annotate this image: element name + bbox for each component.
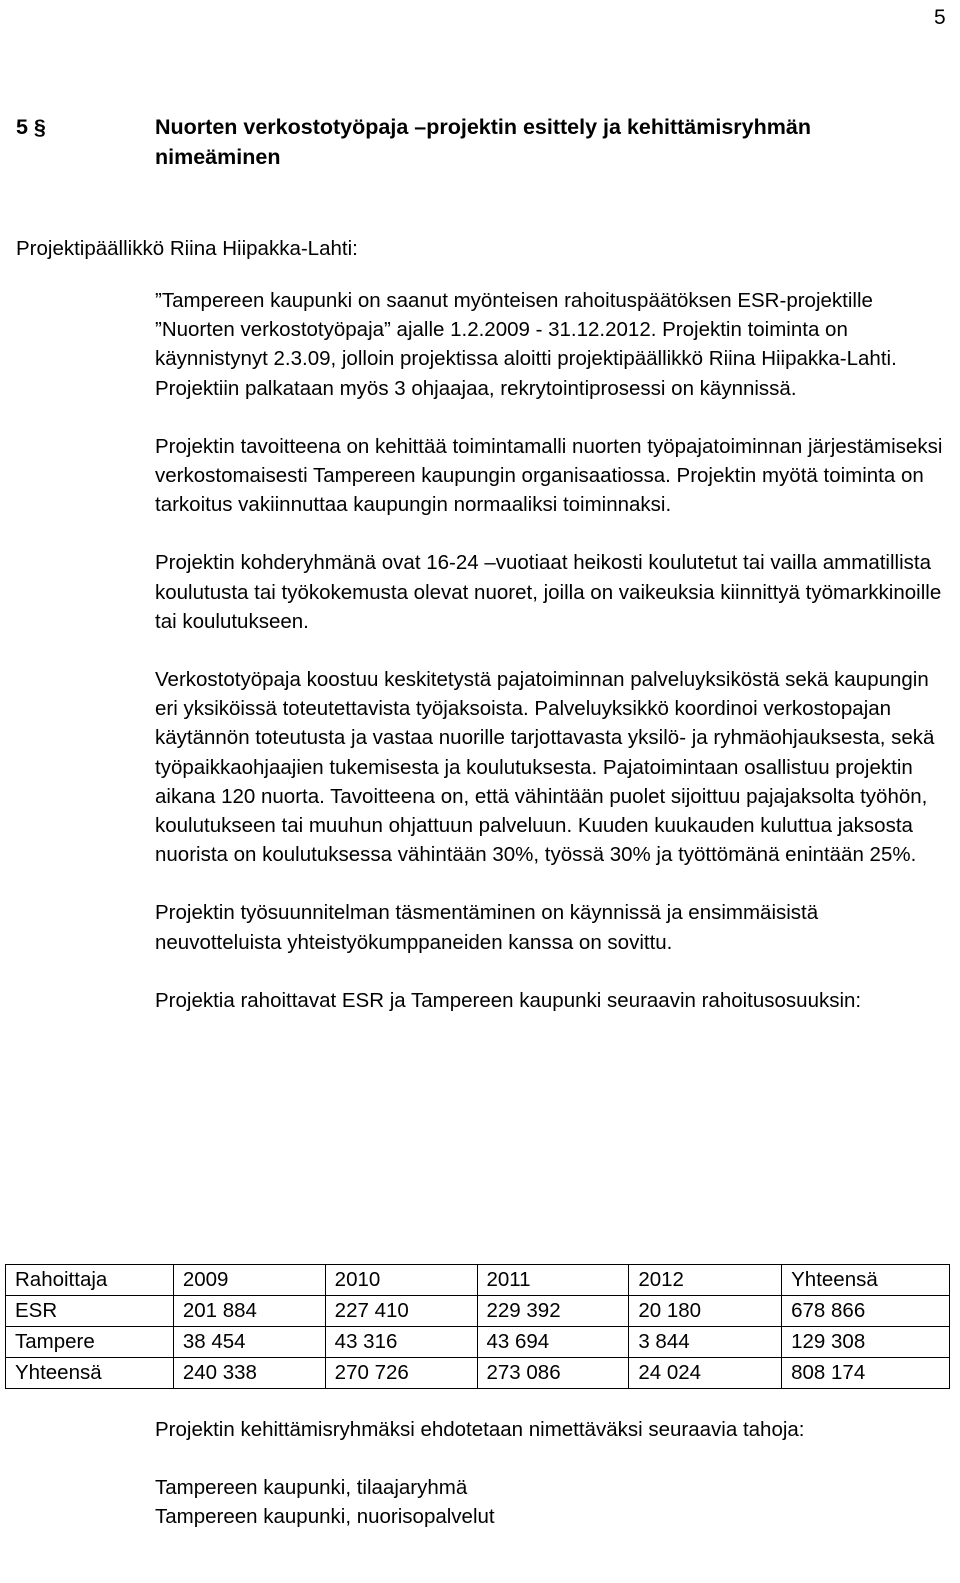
list-item: Tampereen kaupunki, tilaajaryhmä <box>155 1476 468 1500</box>
table-cell: 808 174 <box>782 1358 950 1389</box>
table-header-cell: 2011 <box>477 1265 629 1296</box>
table-cell: 270 726 <box>325 1358 477 1389</box>
table-row <box>6 1327 950 1358</box>
table-cell: 3 844 <box>629 1327 782 1358</box>
table-cell: 678 866 <box>782 1296 950 1327</box>
table-cell: 38 454 <box>173 1327 325 1358</box>
funding-table-container <box>5 1264 950 1389</box>
member-list <box>155 1473 945 1531</box>
page-number: 5 <box>934 6 946 29</box>
table-header-cell: Yhteensä <box>782 1265 950 1296</box>
list-item: Tampereen kaupunki, nuorisopalvelut <box>155 1505 495 1529</box>
table-cell: 20 180 <box>629 1296 782 1327</box>
table-cell: 227 410 <box>325 1296 477 1327</box>
table-cell: 229 392 <box>477 1296 629 1327</box>
paragraph: Verkostotyöpaja koostuu keskitetystä pajatoiminnan palveluyksiköstä sekä kaupungin eri yksiköissä toteutettavista työjaksoista. Palveluyksikkö koordinoi verkostopajan käytännön toteutusta ja vastaa nuorille tarjottavasta yksilö- ja ryhmäohjauksesta, sekä työpaikkaohjaajien tukemisesta ja koulutuksesta. Pajatoimintaan osallistuu projektin aikana 120 nuorta. Tavoitteena on, että vähintään puolet sijoittuu pajajaksolta työhön, koulutukseen tai muuhun ohjattuun palveluun. Kuuden kuukauden kuluttua jaksosta nuorista on koulutuksessa vähintään 30%, työssä 30% ja työttömänä enintään 25%. <box>155 668 935 867</box>
funding-table <box>5 1264 950 1389</box>
table-header-cell: Rahoittaja <box>6 1265 174 1296</box>
paragraph: Projektin työsuunnitelman täsmentäminen on käynnissä ja ensimmäisistä neuvotteluista yhteistyökumppaneiden kanssa on sovittu. <box>155 901 819 954</box>
speaker-label: Projektipäällikkö Riina Hiipakka-Lahti: <box>16 237 358 260</box>
table-cell: 129 308 <box>782 1327 950 1358</box>
paragraph: ”Tampereen kaupunki on saanut myönteisen rahoituspäätöksen ESR-projektille ”Nuorten verkostotyöpaja” ajalle 1.2.2009 - 31.12.2012. Projektin toiminta on käynnistynyt 2.3.09, jolloin projektissa aloitti projektipäällikkö Riina Hiipakka-Lahti. Projektiin palkataan myös 3 ohjaajaa, rekrytointiprosessi on käynnissä. <box>155 289 897 400</box>
table-header-cell: 2009 <box>173 1265 325 1296</box>
body-text <box>155 286 945 1044</box>
table-cell: 24 024 <box>629 1358 782 1389</box>
table-cell: 43 694 <box>477 1327 629 1358</box>
table-cell: 273 086 <box>477 1358 629 1389</box>
proposal-text: Projektin kehittämisryhmäksi ehdotetaan nimettäväksi seuraavia tahoja: <box>155 1418 805 1441</box>
section-number: 5 § <box>16 115 46 139</box>
table-row <box>6 1296 950 1327</box>
table-row <box>6 1358 950 1389</box>
table-cell: Tampere <box>6 1327 174 1358</box>
table-cell: 201 884 <box>173 1296 325 1327</box>
paragraph: Projektin tavoitteena on kehittää toimintamalli nuorten työpajatoiminnan järjestämiseksi verkostomaisesti Tampereen kaupungin organisaatiossa. Projektin myötä toiminta on tarkoitus vakiinnuttaa kaupungin normaaliksi toiminnaksi. <box>155 434 943 517</box>
paragraph: Projektin kohderyhmänä ovat 16-24 –vuotiaat heikosti koulutetut tai vailla ammatillista koulutusta tai työkokemusta olevat nuoret, joilla on vaikeuksia kiinnittyä työmarkkinoille tai koulutukseen. <box>155 551 942 633</box>
table-cell: ESR <box>6 1296 174 1327</box>
table-header-row <box>6 1265 950 1296</box>
table-cell: Yhteensä <box>6 1358 174 1389</box>
section-title: Nuorten verkostotyöpaja –projektin esittely ja kehittämisryhmän nimeäminen <box>155 115 811 169</box>
paragraph: Projektia rahoittavat ESR ja Tampereen kaupunki seuraavin rahoitusosuuksin: <box>155 988 862 1012</box>
proposal-section <box>155 1415 945 1532</box>
table-header-cell: 2012 <box>629 1265 782 1296</box>
table-header-cell: 2010 <box>325 1265 477 1296</box>
table-cell: 240 338 <box>173 1358 325 1389</box>
table-cell: 43 316 <box>325 1327 477 1358</box>
